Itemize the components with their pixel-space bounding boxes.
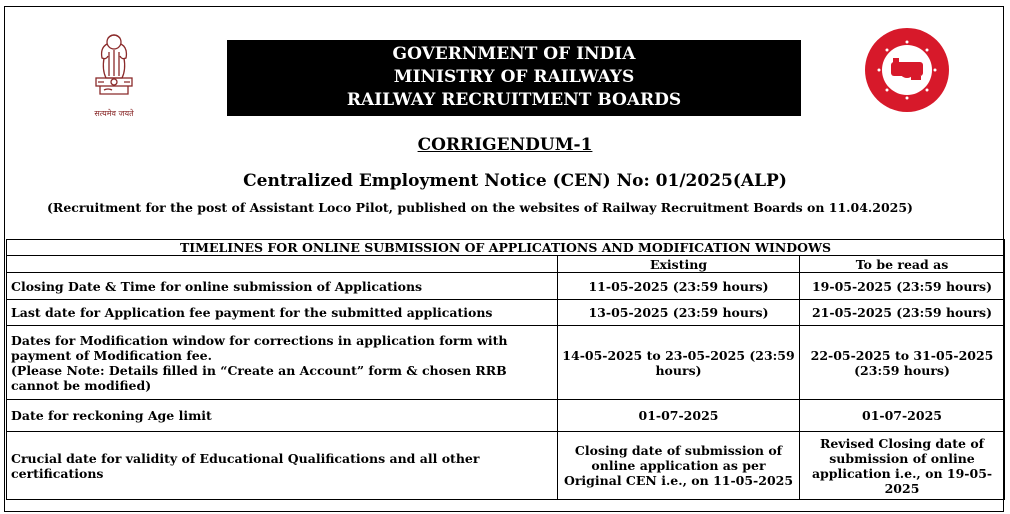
cen-title: Centralized Employment Notice (CEN) No: 01/2025(ALP) xyxy=(243,171,787,191)
row-revised: Revised Closing date of submission of online application i.e., on 19-05-2025 xyxy=(800,432,1005,500)
header-government: GOVERNMENT OF INDIA xyxy=(392,44,636,64)
table-header-row xyxy=(7,256,1005,273)
emblem-motto: सत्यमेव जयते xyxy=(94,109,134,118)
row-existing: 11-05-2025 (23:59 hours) xyxy=(558,273,800,300)
row-existing: 01-07-2025 xyxy=(558,400,800,432)
row-revised: 19-05-2025 (23:59 hours) xyxy=(800,273,1005,300)
row-existing: 13-05-2025 (23:59 hours) xyxy=(558,300,800,326)
row-existing: 14-05-2025 to 23-05-2025 (23:59 hours) xyxy=(558,326,800,400)
cen-subtitle: (Recruitment for the post of Assistant Loco Pilot, published on the websites of Railway Recruitment Boards on 11.04.2025) xyxy=(47,200,913,215)
table-row xyxy=(7,273,1005,300)
header-ministry: MINISTRY OF RAILWAYS xyxy=(393,67,635,87)
row-label: Closing Date & Time for online submission of Applications xyxy=(7,273,558,300)
column-header-revised: To be read as xyxy=(800,256,1005,273)
row-label: Last date for Application fee payment for the submitted applications xyxy=(7,300,558,326)
table-row xyxy=(7,300,1005,326)
indian-railways-logo xyxy=(863,26,951,114)
railway-logo-icon xyxy=(863,26,951,114)
national-emblem xyxy=(82,30,146,122)
row-existing: Closing date of submission of online application as per Original CEN i.e., on 11-05-2025 xyxy=(558,432,800,500)
row-label: Crucial date for validity of Educational Qualifications and all other certifications xyxy=(7,432,558,500)
row-label-cell xyxy=(7,326,558,400)
lion-capital-icon xyxy=(82,30,146,110)
table-row xyxy=(7,326,1005,400)
column-header-blank xyxy=(7,256,558,273)
table-row xyxy=(7,400,1005,432)
timelines-table xyxy=(6,239,1005,500)
header-boards: RAILWAY RECRUITMENT BOARDS xyxy=(346,90,682,110)
column-header-existing: Existing xyxy=(558,256,800,273)
row-note: (Please Note: Details filled in “Create an Account” form & chosen RRB cannot be modified) xyxy=(11,362,507,393)
row-revised: 01-07-2025 xyxy=(800,400,1005,432)
row-label: Date for reckoning Age limit xyxy=(7,400,558,432)
table-title: TIMELINES FOR ONLINE SUBMISSION OF APPLICATIONS AND MODIFICATION WINDOWS xyxy=(7,240,1005,256)
row-label: Dates for Modification window for corrections in application form with payment of Modification fee. xyxy=(11,332,508,363)
table-row xyxy=(7,432,1005,500)
row-revised: 22-05-2025 to 31-05-2025 (23:59 hours) xyxy=(800,326,1005,400)
corrigendum-title: CORRIGENDUM-1 xyxy=(417,135,593,155)
row-revised: 21-05-2025 (23:59 hours) xyxy=(800,300,1005,326)
header-banner xyxy=(227,40,801,116)
